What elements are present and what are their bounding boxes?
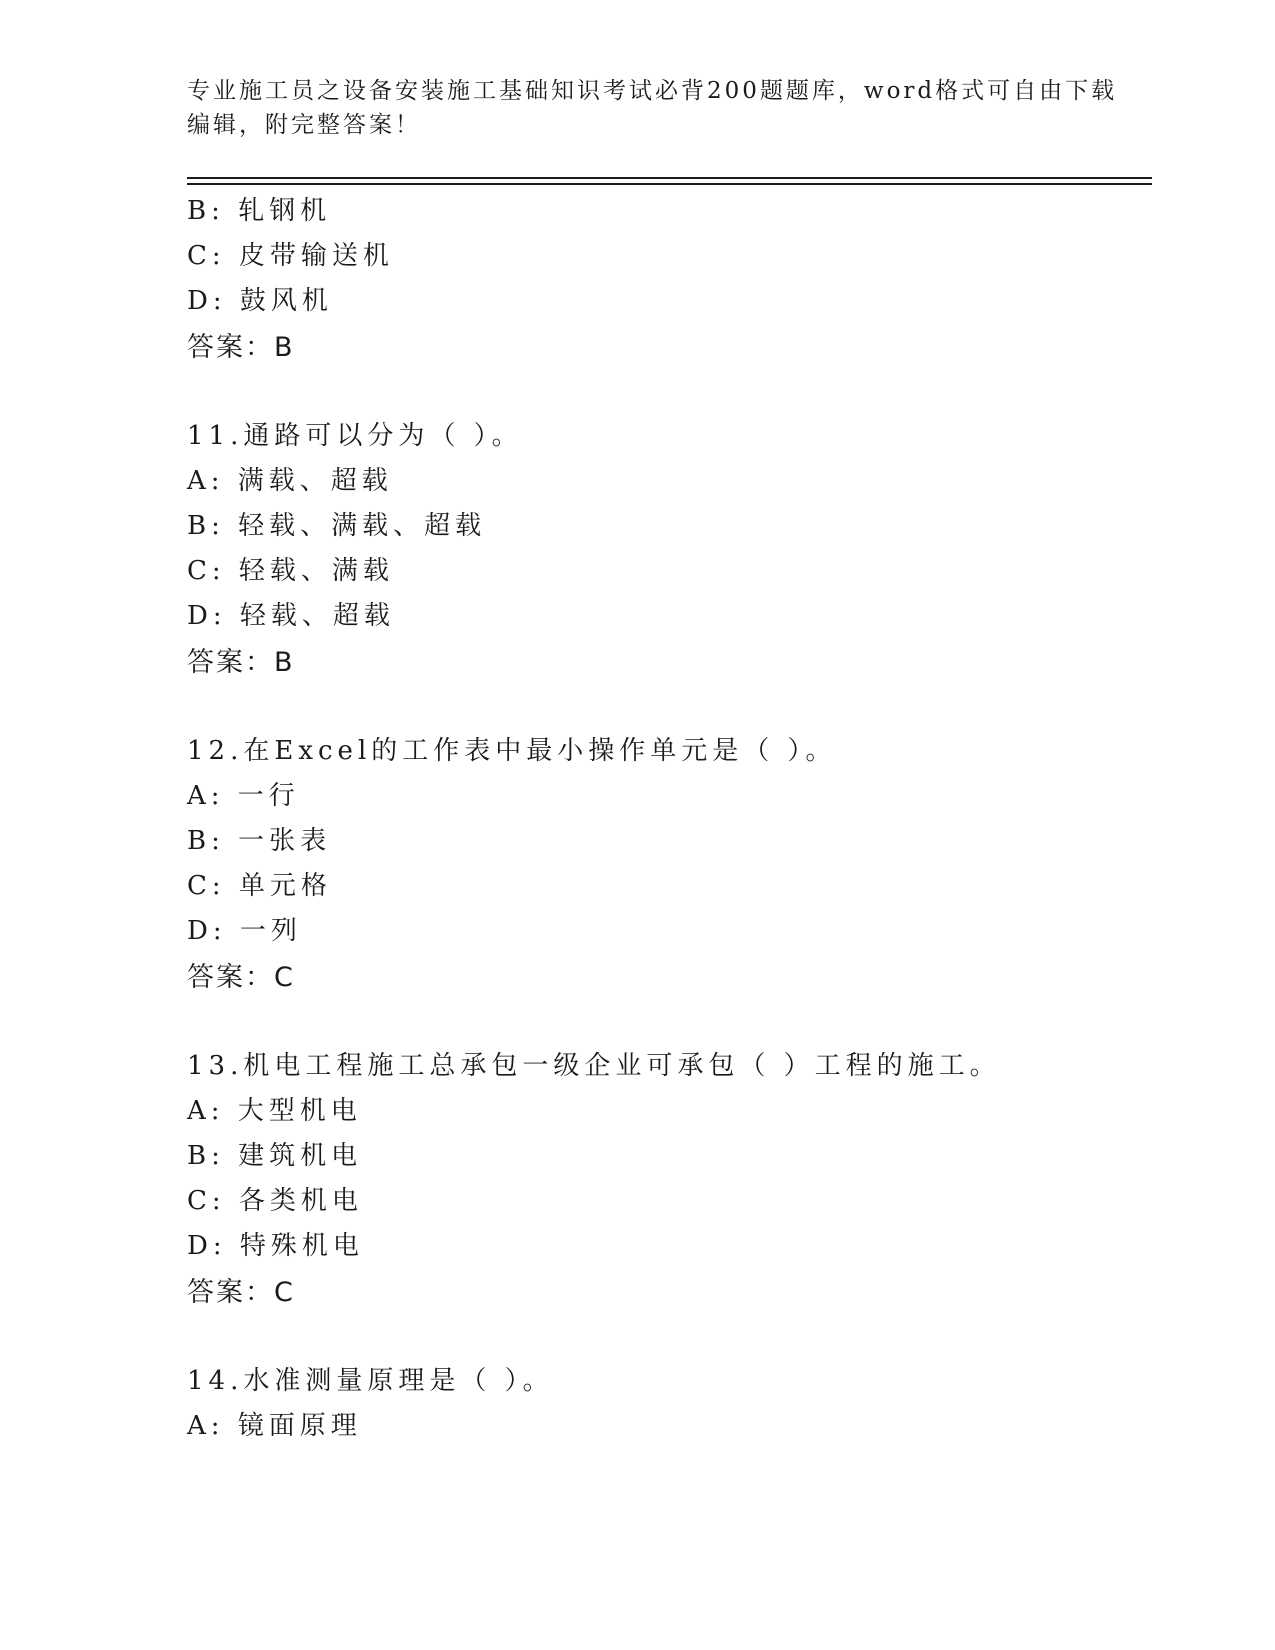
q13-option-d: D: 特殊机电: [187, 1231, 364, 1261]
q13-question: 13.机电工程施工总承包一级企业可承包（ ）工程的施工。: [187, 1051, 1001, 1081]
q10-answer: 答案：B: [187, 332, 295, 363]
q13-option-a: A: 大型机电: [187, 1096, 362, 1126]
q12-option-a: A: 一行: [187, 781, 300, 811]
q11-option-a: A: 满载、超载: [187, 466, 393, 496]
q14-option-a: A: 镜面原理: [187, 1411, 362, 1441]
q10-option-c: C: 皮带输送机: [187, 241, 394, 271]
q11-option-b: B: 轻载、满载、超载: [187, 511, 487, 541]
q13-option-b: B: 建筑机电: [187, 1141, 363, 1171]
header-line-2: 编辑，附完整答案！: [187, 112, 421, 138]
q10-option-d: D: 鼓风机: [187, 286, 333, 316]
q11-answer: 答案：B: [187, 647, 295, 678]
q11-option-c: C: 轻载、满载: [187, 556, 394, 586]
q13-option-c: C: 各类机电: [187, 1186, 363, 1216]
header-line-1: 专业施工员之设备安装施工基础知识考试必背200题题库，word格式可自由下载: [187, 78, 1118, 104]
q11-question: 11.通路可以分为（ ）。: [187, 421, 523, 451]
q10-option-b: B: 轧钢机: [187, 196, 332, 226]
q12-option-d: D: 一列: [187, 916, 302, 946]
q12-option-c: C: 单元格: [187, 871, 332, 901]
header-divider-top: [187, 177, 1152, 179]
q12-option-b: B: 一张表: [187, 826, 332, 856]
q12-answer: 答案：C: [187, 962, 295, 993]
document-header: [187, 74, 1118, 142]
q13-answer: 答案：C: [187, 1277, 295, 1308]
q11-option-d: D: 轻载、超载: [187, 601, 395, 631]
q12-question: 12.在Excel的工作表中最小操作单元是（ ）。: [187, 736, 837, 766]
header-divider-bottom: [187, 183, 1152, 185]
q14-question: 14.水准测量原理是（ ）。: [187, 1366, 554, 1396]
